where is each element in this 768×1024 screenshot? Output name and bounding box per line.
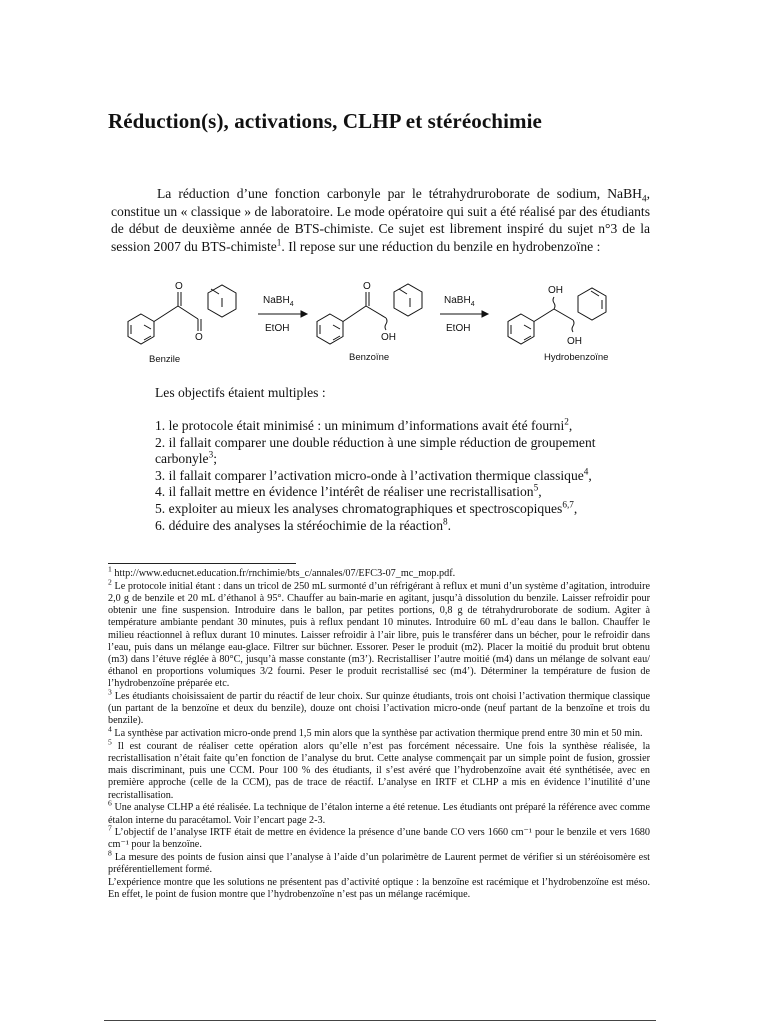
footnote-7: $^7$ L’objectif de l’analyse IRTF était de mettre en évidence la présence d’une bande CO vers 1660 cm⁻¹ pour le benzile et vers 1680 cm⁻¹ pour la benzoïne. [108,823,650,851]
objective-item: 1. le protocole était minimisé : un minimum d’informations avait été fourni$^2$, [155,416,573,433]
objective-item: 5. exploiter au mieux les analyses chromatographiques et spectroscopiques$^{6,7}$, [155,499,578,516]
objective-item: 3. il fallait comparer l’activation micro-onde à l’activation thermique classique$^4$, [155,466,592,483]
objective-item: 6. déduire des analyses la stéréochimie de la réaction$^8$. [155,516,452,533]
footnote-ref[interactable]: 3 [208,449,214,460]
footnote-ref[interactable]: 4 [583,466,589,477]
footnote-1: $^1$ http://www.educnet.education.fr/rnchimie/bts_c/annales/07/EFC3-07_mc_mop.pdf. [108,564,456,579]
label-benzile: Benzile [149,354,181,365]
footnote-ref[interactable]: 5 [533,482,539,493]
reagent-1: NaBH$_4$ [263,295,294,308]
solvent-1: EtOH [265,323,290,334]
footnote-divider [108,563,296,564]
o-label-2: O [195,332,203,343]
footnote-8-continued: L’expérience montre que les solutions ne présentent pas d’activité optique : la benzoïne est racémique et l’hydrobenzoïne est méso. En effet, le point de fusion montre que l’hydrobenzoïne n’est pas un mélange racémique. [108,877,650,901]
footnote-4: $^4$ La synthèse par activation micro-onde prend 1,5 min alors que la synthèse par activation thermique prend entre 30 min et 50 min. [108,724,643,740]
reagent-2: NaBH$_4$ [444,295,475,308]
label-benzoine: Benzoïne [349,352,390,363]
footnote-8: $^8$ La mesure des points de fusion ainsi que l’analyse à l’aide d’un polarimètre de Laurent permet de vérifier si un stéréoisomère est préférentiellement formé. [108,848,650,876]
footnote-ref[interactable]: 6,7 [562,499,574,510]
oh-label-2: OH [548,285,563,296]
footnote-6: $^6$ Une analyse CLHP a été réalisée. La technique de l’étalon interne a été retenue. Les étudiants ont préparé la référence avec comme étalon interne du paracétamol. Voir l’encart page 2-3. [108,798,650,826]
label-hydrobenzoine: Hydrobenzoïne [544,352,609,363]
intro-sub: 4 [641,193,647,204]
footnote-ref[interactable]: 8 [443,516,448,527]
page-title: Réduction(s), activations, CLHP et stéréochimie [108,109,542,133]
footnote-ref[interactable]: 2 [564,416,569,427]
footnote-link[interactable]: http://www.educnet.education.fr/rnchimie/bts_c/annales/07/EFC3-07_mc_mop.pdf. [114,568,456,579]
solvent-2: EtOH [446,323,471,334]
objectives-intro: Les objectifs étaient multiples : [155,385,326,400]
o-label-1: O [175,281,183,292]
intro-text-1: La réduction d’une fonction carbonyle par le tétrahydruroborate de sodium, NaBH [157,186,642,201]
reaction-scheme [118,278,638,368]
footnote-ref-1[interactable]: 1 [276,237,282,248]
objectives-list [155,418,655,534]
oh-label-3: OH [567,336,582,347]
footnotes [108,564,651,902]
intro-text-2: , constitue un « classique » de laboratoire. Le mode opératoire qui suit a été réalisé par des étudiants de début de deuxième année de BTS-chimiste. Ce sujet est librement inspiré du sujet n°3 de la session 2007 du BTS-chimiste [111,186,650,254]
oh-label-1: OH [381,332,396,343]
intro-text-3: . Il repose sur une réduction du benzile en hydrobenzoïne : [281,238,601,254]
objective-item: 2. il fallait comparer une double réduction à une simple réduction de groupement carbonyle$^3$; [155,434,596,467]
o-label-3: O [363,281,371,292]
footnote-5: $^5$ Il est courant de réaliser cette opération alors qu’elle n’est pas forcément nécessaire. Une fois la synthèse réalisée, la recristallisation n’était faite qu’en fonction de l’analyse du brut. Cette analyse commençait par un simple point de fusion, grossier mais discriminant, puis une CCM. Pour 100 % des étudiants, il s’est avéré que l’hydrobenzoïne avait été synthétisée, avec en première approche (celle de la CCM), pas de trace de réactif. L’analyse en IRTF et CLHP a mis en évidence l’inutilité d’une recristallisation. [108,737,651,801]
page-bottom-rule [104,1020,656,1021]
footnote-2: $^2$ Le protocole initial étant : dans un tricol de 250 mL surmonté d’un réfrigérant à reflux et muni d’un système d’agitation, introduire 2,0 g de benzile et 20 mL d’éthanol à 95°. Chauffer au bain-marie en agitant, jusqu’à dissolution du benzile. Laisser refroidir pour obtenir une fine suspension. Introduire dans le ballon, par petites portions, 0,8 g de tétrahydruroborate de sodium. Agiter à température ambiante pendant 30 minutes, puis à reflux pendant 10 minutes. Introduire 60 mL d’eau dans le ballon. Chauffer le milieu réactionnel à reflux durant 10 minutes. Laisser refroidir à l’air libre, puis le transférer dans un bécher, pour le refroidir dans l’eau, puis dans un mélange eau-glace. Filtrer sur büchner. Essorer. Peser le produit (m2). Placer la moitié du produit brut obtenu (m3) dans l’étuve réglée à 80°C, jusqu’à masse constante (m3’). Recristalliser l’autre moitié (m4) dans un mélange de solvant eau/éthanol en proportions volumiques 3/2 fourni. Peser le produit recristallisé sec (m4’). Déterminer la température de fusion de l’hydrobenzoïne préparée etc. [108,577,651,690]
objective-item: 4. il fallait mettre en évidence l’intérêt de réaliser une recristallisation$^5$, [155,482,542,500]
intro-paragraph [111,185,650,255]
footnote-3: $^3$ Les étudiants choisissaient de partir du réactif de leur choix. Sur quinze étudiants, trois ont choisi l’activation thermique classique (un partant de la benzoïne et deux du benzile), douze ont choisi l’activation micro-onde (neuf partant de la benzoïne et trois du benzile). [108,687,651,727]
